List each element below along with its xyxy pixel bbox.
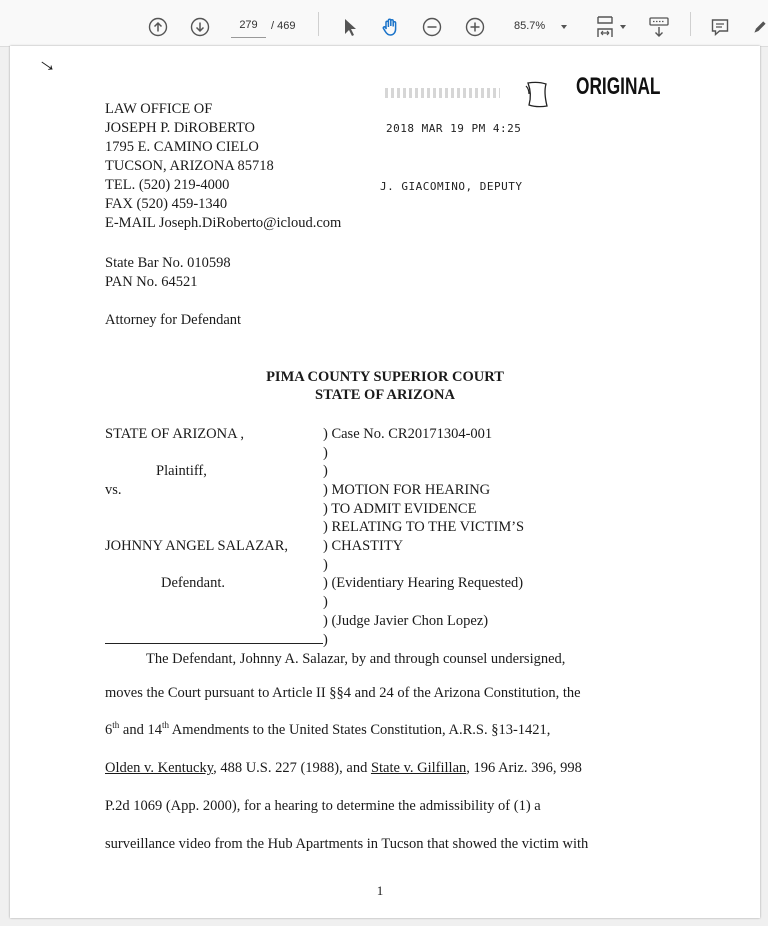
versus: vs. (105, 482, 122, 498)
next-page-button[interactable] (189, 16, 211, 38)
caption-paren: ) (323, 557, 328, 573)
court-state: STATE OF ARIZONA (315, 387, 455, 403)
caption-paren: ) (323, 445, 328, 461)
keyboard-download-icon (647, 15, 671, 39)
email: E-MAIL Joseph.DiRoberto@icloud.com (105, 215, 342, 231)
filed-date-stamp: 2018 MAR 19 PM 4:25 (386, 122, 522, 135)
evidentiary-hearing-note: ) (Evidentiary Hearing Requested) (323, 575, 524, 591)
motion-title-line: ) CHASTITY (323, 538, 404, 554)
page-fit-button[interactable] (592, 14, 618, 40)
arrow-up-circle-icon (148, 17, 168, 37)
comment-button[interactable] (709, 16, 731, 38)
attorney-name: JOSEPH P. DiROBERTO (105, 120, 255, 136)
total-pages: / 469 (271, 20, 296, 32)
attorney-for: Attorney for Defendant (105, 312, 242, 328)
toolbar-divider (690, 12, 691, 36)
minus-circle-icon (422, 17, 442, 37)
handwritten-mark: → (33, 46, 66, 80)
city-state-zip: TUCSON, ARIZONA 85718 (105, 158, 274, 174)
defendant-name: JOHNNY ANGEL SALAZAR, (105, 538, 288, 554)
original-stamp: ORIGINAL (576, 73, 661, 100)
plaintiff-label: Plaintiff, (156, 463, 207, 479)
case-citation: Olden v. Kentucky (105, 760, 214, 776)
zoom-in-button[interactable] (464, 16, 486, 38)
body-line: P.2d 1069 (App. 2000), for a hearing to determine the admissibility of (1) a (105, 798, 541, 814)
page-footer-number: 1 (376, 883, 384, 898)
pen-icon (752, 17, 768, 37)
zoom-out-button[interactable] (421, 16, 443, 38)
chevron-down-icon[interactable] (620, 25, 626, 29)
motion-title-line: ) MOTION FOR HEARING (323, 482, 491, 498)
pan-number: PAN No. 64521 (105, 274, 198, 290)
comment-icon (710, 17, 730, 37)
cursor-arrow-icon (342, 17, 358, 37)
previous-page-button[interactable] (147, 16, 169, 38)
keyboard-tool-button[interactable] (646, 14, 672, 40)
pdf-toolbar (0, 0, 768, 47)
body-line: surveillance video from the Hub Apartments in Tucson that showed the victim with (105, 836, 589, 852)
plaintiff-name: STATE OF ARIZONA , (105, 426, 245, 442)
chevron-down-icon[interactable] (561, 25, 567, 29)
body-line: The Defendant, Johnny A. Salazar, by and through counsel undersigned, (146, 651, 566, 667)
caption-paren: ) (323, 463, 328, 479)
case-number: ) Case No. CR20171304-001 (323, 426, 493, 442)
fax: FAX (520) 459-1340 (105, 196, 228, 212)
motion-title-line: ) TO ADMIT EVIDENCE (323, 501, 477, 517)
toolbar-divider (318, 12, 319, 36)
fit-page-icon (593, 15, 617, 39)
caption-rule (105, 643, 323, 644)
motion-title-line: ) RELATING TO THE VICTIM’S (323, 519, 525, 535)
original-stamp-box (524, 80, 548, 110)
court-name: PIMA COUNTY SUPERIOR COURT (266, 369, 504, 385)
page-number-input[interactable]: 279 (231, 19, 266, 38)
zoom-level-select[interactable]: 85.7% (514, 20, 546, 32)
select-tool-button[interactable] (339, 16, 361, 38)
hand-tool-button[interactable] (379, 15, 403, 39)
body-line: 6th and 14th Amendments to the United States Constitution, A.R.S. §13-1421, (105, 720, 551, 738)
caption-paren: ) (323, 632, 328, 648)
arrow-down-circle-icon (190, 17, 210, 37)
judge-name: ) (Judge Javier Chon Lopez) (323, 613, 489, 629)
document-page (10, 46, 760, 918)
body-line: Olden v. Kentucky, 488 U.S. 227 (1988), and State v. Gilfillan, 196 Ariz. 396, 998 (105, 760, 582, 776)
clerk-stamp-smudge (385, 88, 500, 98)
firm-name: LAW OFFICE OF (105, 101, 213, 117)
document-stamp-icon (524, 80, 550, 110)
street-address: 1795 E. CAMINO CIELO (105, 139, 259, 155)
caption-paren: ) (323, 594, 328, 610)
pen-tool-button[interactable] (752, 16, 768, 38)
deputy-stamp: J. GIACOMINO, DEPUTY (380, 180, 523, 193)
hand-icon (380, 16, 402, 38)
telephone: TEL. (520) 219-4000 (105, 177, 230, 193)
case-citation: State v. Gilfillan (370, 760, 467, 776)
body-line: moves the Court pursuant to Article II §§4 and 24 of the Arizona Constitution, the (105, 685, 581, 701)
defendant-label: Defendant. (161, 575, 226, 591)
plus-circle-icon (465, 17, 485, 37)
state-bar-number: State Bar No. 010598 (105, 255, 231, 271)
